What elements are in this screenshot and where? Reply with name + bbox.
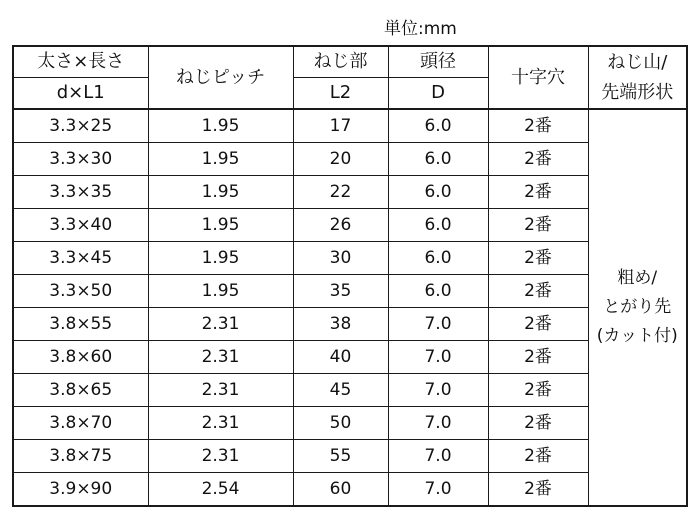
- header-tip-shape-line1: ねじ山/: [607, 51, 668, 73]
- cell-size: 3.8×75: [13, 440, 148, 473]
- cell-size: 3.3×35: [13, 176, 148, 209]
- cell-thread-length: 20: [293, 143, 388, 176]
- cell-cross-recess: 2番: [488, 473, 588, 507]
- cell-thread-length: 17: [293, 109, 388, 143]
- cell-head-diameter: 6.0: [388, 109, 488, 143]
- cell-cross-recess: 2番: [488, 341, 588, 374]
- cell-pitch: 2.31: [148, 341, 293, 374]
- tip-shape-line1: 粗め/: [617, 268, 658, 288]
- header-tip-shape: [588, 46, 687, 109]
- cell-size: 3.3×25: [13, 109, 148, 143]
- header-size: 太さ×長さ: [13, 46, 148, 78]
- cell-head-diameter: 6.0: [388, 209, 488, 242]
- table-header: [13, 46, 687, 109]
- tip-shape-line3: (カット付): [596, 326, 678, 346]
- header-head-symbol: D: [388, 78, 488, 110]
- table-row: [13, 308, 687, 341]
- header-tip-shape-line2: 先端形状: [601, 81, 674, 103]
- table-row: [13, 143, 687, 176]
- cell-size: 3.3×45: [13, 242, 148, 275]
- cell-pitch: 1.95: [148, 275, 293, 308]
- table-row: [13, 242, 687, 275]
- cell-thread-length: 38: [293, 308, 388, 341]
- cell-thread-length: 30: [293, 242, 388, 275]
- cell-pitch: 1.95: [148, 242, 293, 275]
- cell-head-diameter: 7.0: [388, 407, 488, 440]
- cell-head-diameter: 7.0: [388, 473, 488, 507]
- cell-size: 3.3×50: [13, 275, 148, 308]
- cell-size: 3.8×55: [13, 308, 148, 341]
- cell-pitch: 2.31: [148, 374, 293, 407]
- cell-pitch: 2.31: [148, 308, 293, 341]
- header-cross-recess: 十字穴: [488, 46, 588, 109]
- cell-thread-length: 45: [293, 374, 388, 407]
- cell-size: 3.8×60: [13, 341, 148, 374]
- cell-thread-length: 35: [293, 275, 388, 308]
- table-row: [13, 209, 687, 242]
- table-row: [13, 275, 687, 308]
- cell-thread-length: 50: [293, 407, 388, 440]
- cell-head-diameter: 7.0: [388, 440, 488, 473]
- cell-pitch: 1.95: [148, 209, 293, 242]
- cell-cross-recess: 2番: [488, 109, 588, 143]
- table-row: [13, 176, 687, 209]
- cell-head-diameter: 6.0: [388, 242, 488, 275]
- tip-shape-line2: とがり先: [603, 297, 672, 317]
- cell-cross-recess: 2番: [488, 209, 588, 242]
- cell-pitch: 2.31: [148, 407, 293, 440]
- header-row-top: [13, 46, 687, 78]
- cell-pitch: 2.31: [148, 440, 293, 473]
- cell-head-diameter: 6.0: [388, 275, 488, 308]
- cell-cross-recess: 2番: [488, 308, 588, 341]
- cell-size: 3.8×70: [13, 407, 148, 440]
- cell-thread-length: 55: [293, 440, 388, 473]
- header-pitch: ねじピッチ: [148, 46, 293, 109]
- table-row: [13, 109, 687, 143]
- cell-size: 3.8×65: [13, 374, 148, 407]
- cell-pitch: 1.95: [148, 109, 293, 143]
- cell-size: 3.9×90: [13, 473, 148, 507]
- table-body: [13, 109, 687, 506]
- header-thread-length: ねじ部: [293, 46, 388, 78]
- table-row: [13, 473, 687, 507]
- header-thread-symbol: L2: [293, 78, 388, 110]
- cell-thread-length: 60: [293, 473, 388, 507]
- header-head-diameter: 頭径: [388, 46, 488, 78]
- table-row: [13, 374, 687, 407]
- cell-head-diameter: 6.0: [388, 143, 488, 176]
- cell-thread-length: 26: [293, 209, 388, 242]
- cell-thread-length: 22: [293, 176, 388, 209]
- cell-head-diameter: 7.0: [388, 308, 488, 341]
- cell-head-diameter: 7.0: [388, 341, 488, 374]
- header-size-symbol: d×L1: [13, 78, 148, 110]
- cell-cross-recess: 2番: [488, 440, 588, 473]
- cell-head-diameter: 7.0: [388, 374, 488, 407]
- table-row: [13, 341, 687, 374]
- cell-pitch: 2.54: [148, 473, 293, 507]
- cell-cross-recess: 2番: [488, 374, 588, 407]
- cell-thread-length: 40: [293, 341, 388, 374]
- unit-label: 単位:mm: [384, 19, 457, 39]
- cell-pitch: 1.95: [148, 176, 293, 209]
- table-row: [13, 440, 687, 473]
- cell-cross-recess: 2番: [488, 143, 588, 176]
- cell-cross-recess: 2番: [488, 275, 588, 308]
- cell-pitch: 1.95: [148, 143, 293, 176]
- cell-cross-recess: 2番: [488, 176, 588, 209]
- cell-size: 3.3×30: [13, 143, 148, 176]
- cell-tip-shape: [588, 109, 687, 506]
- cell-cross-recess: 2番: [488, 242, 588, 275]
- cell-size: 3.3×40: [13, 209, 148, 242]
- cell-head-diameter: 6.0: [388, 176, 488, 209]
- cell-cross-recess: 2番: [488, 407, 588, 440]
- screw-spec-table: [12, 45, 688, 507]
- table-row: [13, 407, 687, 440]
